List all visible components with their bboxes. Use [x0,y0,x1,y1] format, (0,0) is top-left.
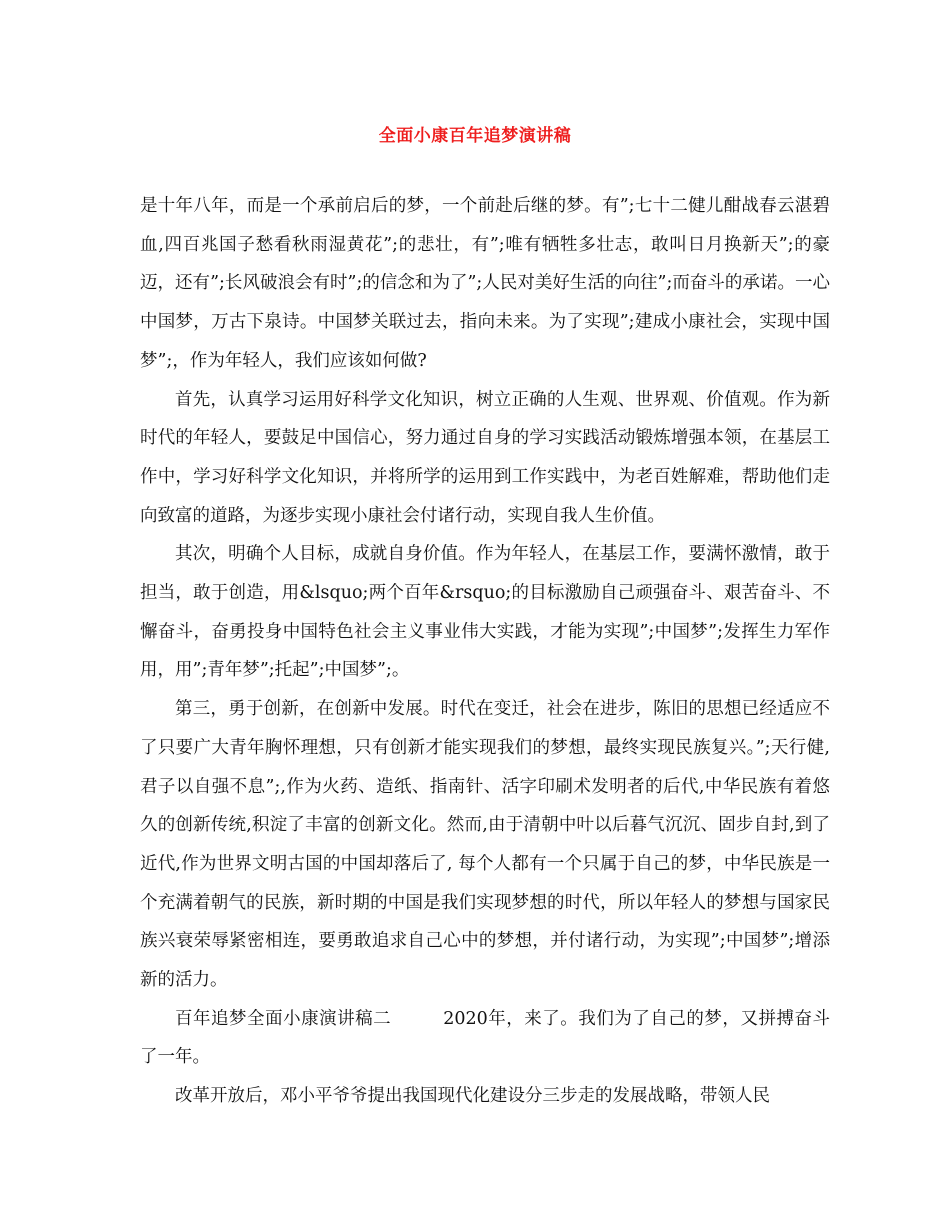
paragraph-3: 其次，明确个人目标，成就自身价值。作为年轻人，在基层工作，要满怀激情，敢于担当，敢于创造，用&lsquo;两个百年&rsquo;的目标激励自己顽强奋斗、艰苦奋斗、不懈奋斗，奋勇投身中国特色社会主义事业伟大实践，才能为实现”;中国梦”;发挥生力军作用，用”;青年梦”;托起”;中国梦”;。 [140,544,830,681]
paragraph-5 [140,1000,830,1077]
document-title: 全面小康百年追梦演讲稿 [378,126,572,146]
section-intro-text: 2020年，来了。我们为了自己的梦，又拼搏奋斗了一年。 [140,1008,831,1068]
paragraph-6: 改革开放后，邓小平爷爷提出我国现代化建设分三步走的发展战略，带领人民 [175,1086,770,1107]
paragraph-4: 第三，勇于创新，在创新中发展。时代在变迁，社会在进步，陈旧的思想已经适应不了只要广大青年胸怀理想，只有创新才能实现我们的梦想，最终实现民族复兴。”;天行健,君子以自强不息”;,作为火药、造纸、指南针、活字印刷术发明者的后代,中华民族有着悠久的创新传统,积淀了丰富的创新文化。然而,由于清朝中叶以后暮气沉沉、固步自封,到了近代,作为世界文明古国的中国却落后了, 每个人都有一个只属于自己的梦，中华民族是一个充满着朝气的民族，新时期的中国是我们实现梦想的时代，所以年轻人的梦想与国家民族兴衰荣辱紧密相连，要勇敢追求自己心中的梦想，并付诸行动，为实现”;中国梦”;增添新的活力。 [140,699,830,991]
section-heading: 百年追梦全面小康演讲稿二 [175,1008,392,1029]
paragraph-1: 是十年八年，而是一个承前启后的梦，一个前赴后继的梦。有”;七十二健儿酣战春云湛碧血,四百兆国子愁看秋雨湿黄花”;的悲壮，有”;唯有牺牲多壮志，敢叫日月换新天”;的豪迈，还有”;长风破浪会有时”;的信念和为了”;人民对美好生活的向往”;而奋斗的承诺。一心中国梦，万古下泉诗。中国梦关联过去，指向未来。为了实现”;建成小康社会，实现中国梦”;，作为年轻人，我们应该如何做? [140,196,830,371]
document-body [140,187,830,1116]
paragraph-2: 首先，认真学习运用好科学文化知识，树立正确的人生观、世界观、价值观。作为新时代的年轻人，要鼓足中国信心，努力通过自身的学习实践活动锻炼增强本领，在基层工作中，学习好科学文化知识，并将所学的运用到工作实践中，为老百姓解难，帮助他们走向致富的道路，为逐步实现小康社会付诸行动，实现自我人生价值。 [140,389,830,526]
